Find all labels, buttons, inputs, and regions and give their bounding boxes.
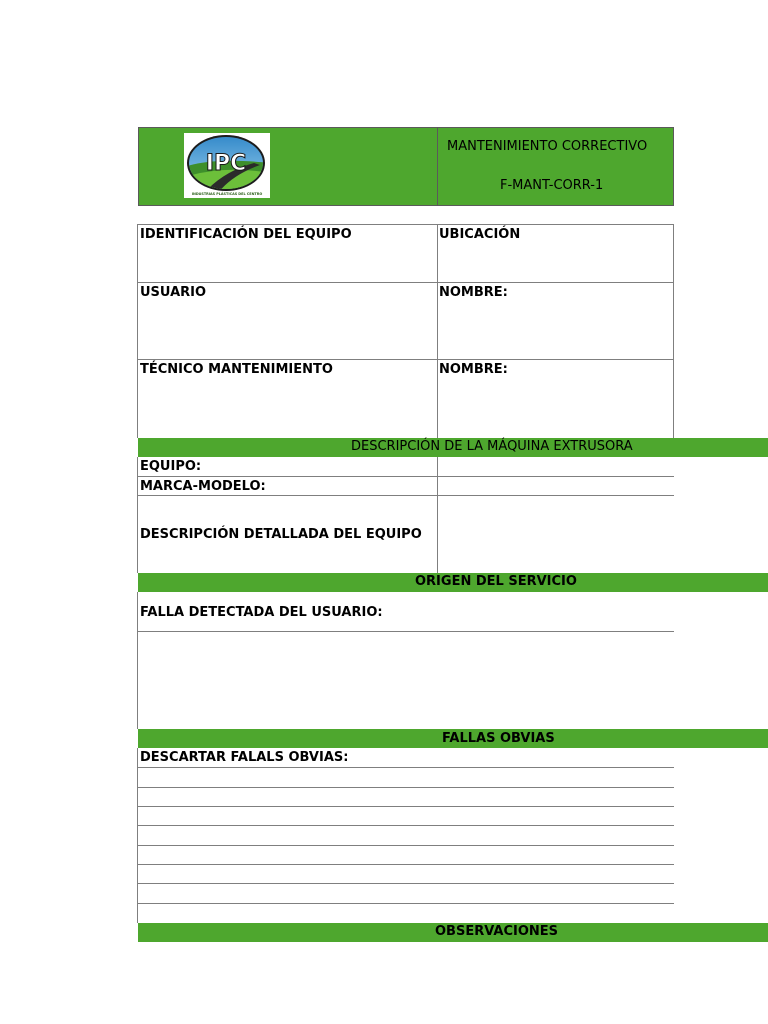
machine-section-title: DESCRIPCIÓN DE LA MÁQUINA EXTRUSORA — [351, 439, 633, 454]
fault-row-line — [138, 806, 674, 807]
fault-row-line — [138, 903, 674, 904]
equipment-label: EQUIPO: — [140, 459, 202, 474]
form-title: MANTENIMIENTO CORRECTIVO — [447, 139, 648, 154]
user-label: USUARIO — [140, 285, 207, 300]
detailed-description-label: DESCRIPCIÓN DETALLADA DEL EQUIPO — [140, 527, 422, 542]
fault-row-line — [138, 845, 674, 846]
id-table-top — [138, 224, 674, 225]
user-fault-label: FALLA DETECTADA DEL USUARIO: — [140, 605, 383, 620]
technician-label: TÉCNICO MANTENIMIENTO — [140, 362, 333, 377]
observations-title: OBSERVACIONES — [435, 924, 559, 939]
fault-row-line — [138, 864, 674, 865]
obvious-faults-title: FALLAS OBVIAS — [442, 731, 555, 746]
header-divider — [437, 127, 438, 206]
location-label: UBICACIÓN — [439, 227, 521, 242]
logo-text: IPC — [205, 151, 247, 176]
fault-row-line — [138, 825, 674, 826]
fault-row-line — [138, 787, 674, 788]
equipment-id-label: IDENTIFICACIÓN DEL EQUIPO — [140, 227, 352, 242]
form-code: F-MANT-CORR-1 — [500, 178, 604, 193]
brand-model-label: MARCA-MODELO: — [140, 479, 266, 494]
fault-row-line — [138, 767, 674, 768]
technician-name-label: NOMBRE: — [439, 362, 508, 377]
company-logo — [184, 133, 270, 198]
service-section-title: ORIGEN DEL SERVICIO — [415, 574, 577, 589]
fault-row-line — [138, 883, 674, 884]
user-name-label: NOMBRE: — [439, 285, 508, 300]
discard-faults-label: DESCARTAR FALALS OBVIAS: — [140, 750, 349, 765]
logo-graphic — [184, 133, 270, 198]
logo-subtext: INDUSTRIAS PLÁSTICAS DEL CENTRO — [191, 192, 263, 196]
